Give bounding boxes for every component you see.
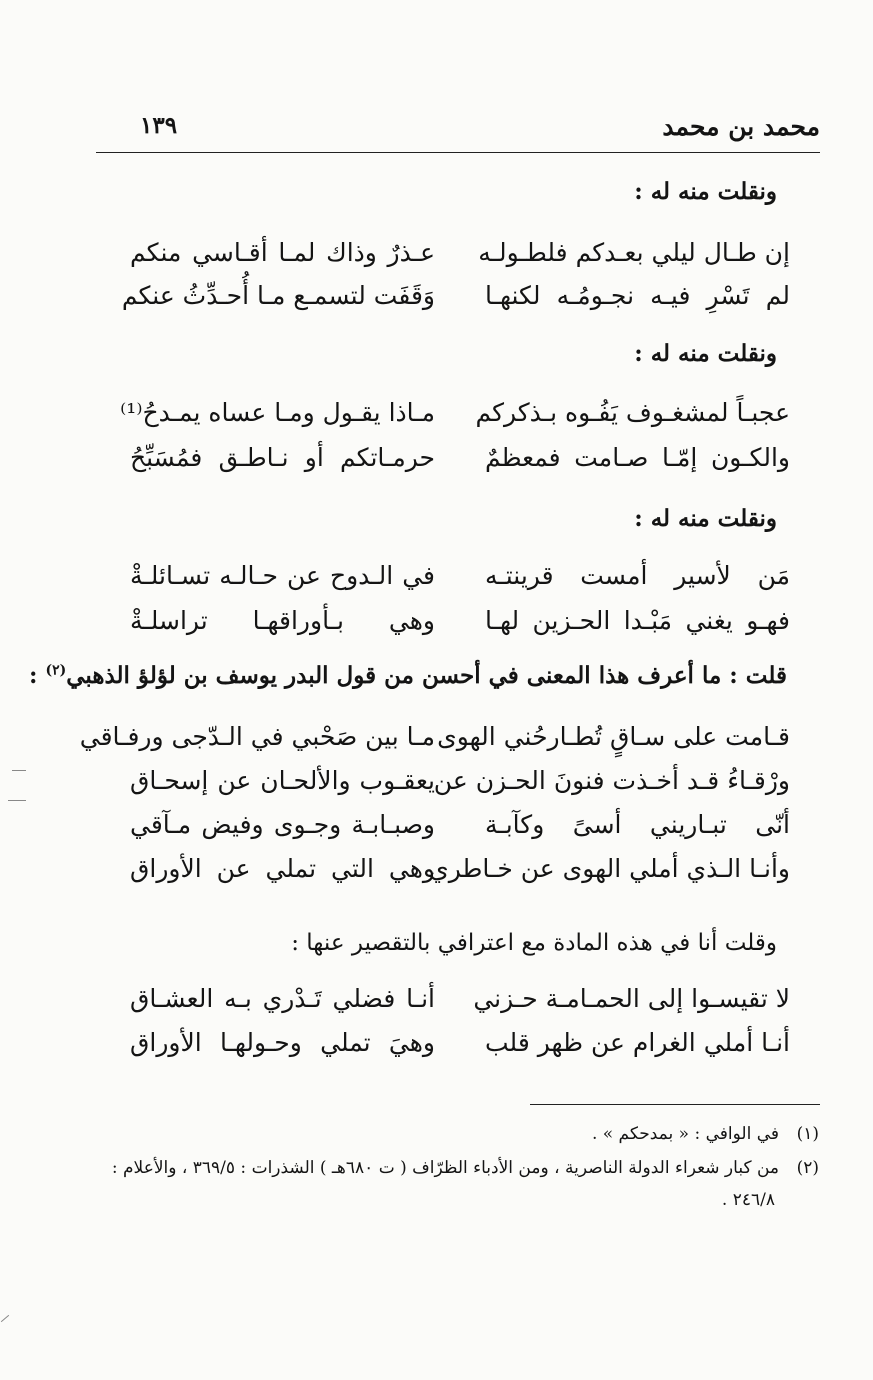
- verse-first-hemistich: أنّى تبـاريني أسىً وكآبـة: [485, 810, 790, 839]
- verse-first-hemistich: والكـون إمّـا صـامت فمعظمٌ: [485, 443, 790, 472]
- scan-speck: [8, 800, 26, 801]
- commentary-label: قلت :: [729, 662, 787, 689]
- verse-second-hemistich: مـا بين صَحْبي في الـدّجى ورفـاقي: [79, 722, 435, 751]
- running-title: محمد بن محمد: [662, 112, 820, 141]
- verse-line: [130, 443, 790, 483]
- verse-first-hemistich: وأنـا الـذي أملي الهوى عن خـاطري: [429, 854, 790, 883]
- verse-first-hemistich: عجبـاً لمشغـوف يَفُـوه بـذكركم: [475, 398, 790, 427]
- verse-first-hemistich: إن طـال ليلي بعـدكم فلطـولـه: [478, 238, 790, 267]
- page-header: [96, 108, 820, 153]
- footnote-text: في الوافي : « بمدحكم » .: [591, 1124, 779, 1144]
- footnote-number: (١): [796, 1124, 819, 1144]
- verse-line: [130, 1028, 790, 1068]
- verse-line: [130, 606, 790, 646]
- verse-line: [121, 281, 790, 321]
- verse-line: [130, 238, 790, 278]
- verse-second-hemistich: أنـا فضلي تَـدْري بـه العشـاق: [130, 984, 435, 1013]
- verse-second-hemistich: مـاذا يقـول ومـا عساه يمـدحُ⁽¹⁾: [120, 398, 435, 427]
- verse-first-hemistich: لم تَسْرِ فيـه نجـومُـه لكنهـا: [485, 281, 790, 310]
- footnote-mark: (٢): [45, 662, 67, 679]
- verse-second-hemistich: وهي بـأوراقهـا تراسلـةْ: [130, 606, 435, 635]
- verse-line: [120, 398, 790, 438]
- footnote: [112, 1158, 819, 1178]
- verse-second-hemistich: عـذرٌ وذاك لمـا أقـاسي منكم: [130, 238, 435, 267]
- verse-second-hemistich: وصبـابـة وجـوى وفيض مـآقي: [130, 810, 435, 839]
- verse-first-hemistich: ورْقـاءُ قـد أخـذت فنونَ الحـزن عن: [433, 766, 790, 795]
- verse-second-hemistich: وهيَ تملي وحـولهـا الأوراق: [130, 1028, 435, 1057]
- verse-second-hemistich: وهي التي تملي عن الأوراق: [130, 854, 435, 883]
- section-intro: ونقلت منه له :: [634, 178, 777, 205]
- page-number: ١٣٩: [140, 112, 178, 139]
- verse-line: [130, 766, 790, 806]
- verse-second-hemistich: حرمـاتكم أو نـاطـق فمُسَبِّحُ: [130, 443, 435, 472]
- verse-line: [130, 561, 790, 601]
- footnote: [592, 1124, 819, 1144]
- verse-first-hemistich: أنـا أملي الغرام عن ظهر قلب: [485, 1028, 790, 1057]
- footnote-divider: [530, 1104, 820, 1105]
- commentary-tail: :: [28, 662, 46, 689]
- verse-first-hemistich: لا تقيسـوا إلى الحمـامـة حـزني: [473, 984, 790, 1013]
- author-intro: وقلت أنا في هذه المادة مع اعترافي بالتقصير عنها :: [291, 930, 777, 956]
- commentary-text: ما أعرف هذا المعنى في أحسن من قول البدر يوسف بن لؤلؤ الذهبي: [66, 662, 722, 689]
- section-intro: ونقلت منه له :: [634, 340, 777, 367]
- verse-second-hemistich: وَقَفَت لتسمـع مـا أُحـدِّثُ عنكم: [121, 281, 435, 310]
- verse-second-hemistich: يعقـوب والألحـان عن إسحـاق: [130, 766, 435, 795]
- scan-speck: [12, 770, 26, 771]
- commentary-line: [29, 662, 787, 689]
- footnote-text: من كبار شعراء الدولة الناصرية ، ومن الأدباء الظرّاف ( ت ٦٨٠هـ ) الشذرات : ٣٦٩/٥ ، والأعلام :: [111, 1158, 779, 1178]
- verse-first-hemistich: قـامت على سـاقٍ تُطـارحُني الهوى: [437, 722, 790, 751]
- verse-first-hemistich: فهـو يغني مَبْـدا الحـزين لهـا: [485, 606, 790, 635]
- scan-speck: [1, 1315, 9, 1322]
- section-intro: ونقلت منه له :: [634, 505, 777, 532]
- verse-line: [130, 810, 790, 850]
- verse-first-hemistich: مَن لأسير أمست قرينتـه: [485, 561, 790, 590]
- footnote-continuation: ٢٤٦/٨ .: [721, 1190, 775, 1210]
- verse-line: [130, 984, 790, 1024]
- verse-second-hemistich: في الـدوح عن حـالـه تسـائلـةْ: [130, 561, 435, 590]
- verse-line: [130, 854, 790, 894]
- footnote-number: (٢): [796, 1158, 819, 1178]
- verse-line: [79, 722, 790, 762]
